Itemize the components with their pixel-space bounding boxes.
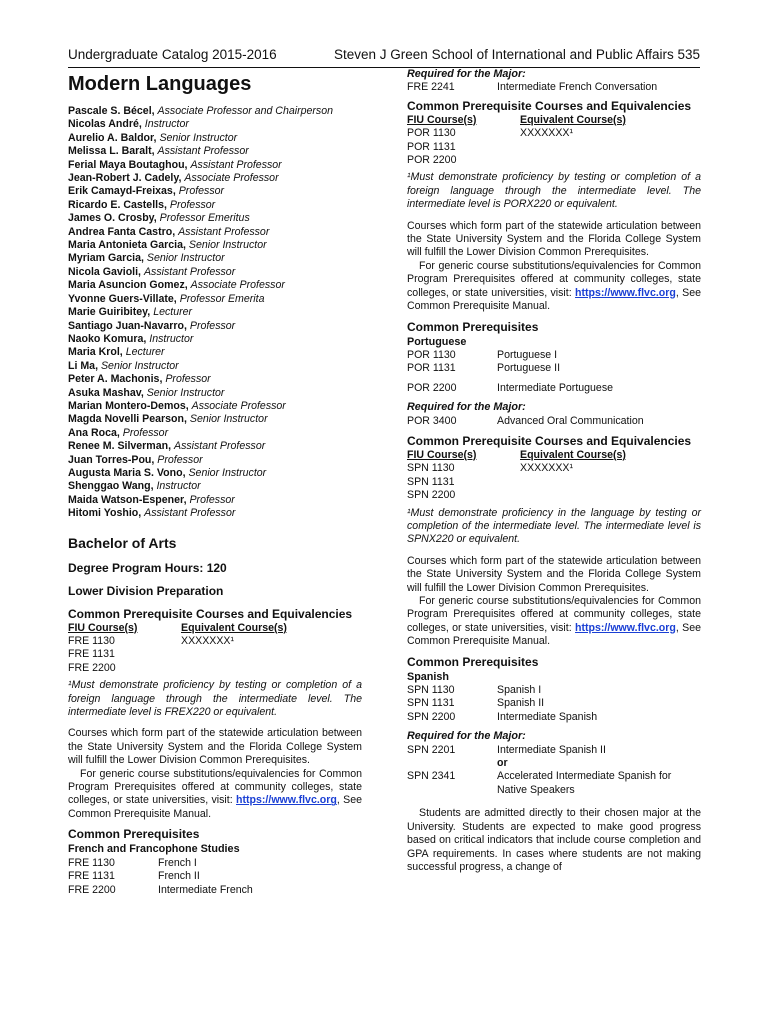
faculty-member [68, 252, 362, 265]
faculty-member [68, 467, 362, 480]
french-footnote: ¹Must demonstrate proficiency by testing or completion of a foreign language through the intermediate level. The intermediate level is FREX220 or equivalent. [68, 679, 362, 719]
course-code: SPN 1130 [407, 684, 455, 697]
course-code: FRE 2200 [68, 661, 116, 674]
course-code: SPN 2341 [407, 770, 456, 783]
faculty-title: Lecturer [153, 306, 193, 319]
faculty-name: Maria Krol, [68, 346, 123, 359]
faculty-name: Ricardo E. Castells, [68, 198, 167, 211]
faculty-name: Maria Asuncion Gomez, [68, 279, 188, 292]
faculty-name: Andrea Fanta Castro, [68, 225, 176, 238]
course-name: Spanish II [497, 697, 545, 710]
faculty-title: Instructor [149, 332, 194, 345]
articulation-text: Courses which form part of the statewide articulation between the State University System and the Florida College System will fulfill the Lower Division Common Prerequisites. [68, 727, 362, 767]
cpc-heading-spanish: Common Prerequisite Courses and Equivalencies [407, 433, 692, 448]
french-prereq-table [68, 857, 362, 897]
flvc-link[interactable]: https://www.flvc.org [575, 286, 676, 299]
course-code: FRE 2200 [68, 883, 116, 896]
faculty-name: Ferial Maya Boutaghou, [68, 158, 188, 171]
faculty-member [68, 185, 362, 198]
faculty-title: Senior Instructor [159, 131, 238, 144]
faculty-member [68, 118, 362, 131]
degree-heading: Bachelor of Arts [68, 534, 177, 551]
course-name: Spanish I [497, 684, 542, 697]
faculty-title: Assistant Professor [190, 158, 282, 171]
course-name: Intermediate French [158, 883, 253, 896]
course-name: Intermediate Spanish [497, 710, 598, 723]
faculty-member [68, 279, 362, 292]
faculty-title: Professor [178, 185, 225, 198]
course-code: SPN 1130 [407, 462, 455, 475]
required-label: Required for the Major: [407, 401, 526, 414]
faculty-member [68, 105, 362, 118]
faculty-title: Senior Instructor [188, 466, 267, 479]
faculty-member [68, 440, 362, 453]
course-name: Portuguese II [497, 362, 561, 375]
col-header-equiv: Equivalent Course(s) [181, 621, 287, 634]
faculty-name: Hitomi Yoshio, [68, 507, 142, 520]
faculty-title: Professor [189, 493, 235, 506]
faculty-title: Lecturer [125, 346, 165, 359]
faculty-name: Marie Guiribitey, [68, 306, 151, 319]
faculty-member [68, 400, 362, 413]
course-code: POR 1131 [407, 362, 456, 375]
page-title: Modern Languages [68, 73, 252, 95]
faculty-member [68, 346, 362, 359]
spanish-prereq-table [407, 684, 701, 724]
course-code: POR 1130 [407, 127, 456, 140]
course-code: FRE 1130 [68, 635, 115, 647]
faculty-name: Shenggao Wang, [68, 480, 154, 493]
faculty-name: Erik Camayd-Freixas, [68, 185, 176, 198]
generic-substitution-text: For generic course substitutions/equivalencies for Common Program Prerequisites offered at community colleges, state colleges, or state universities, visit: https://www.flvc.org, See Common Prerequisite Manual. [407, 259, 701, 313]
course-code: POR 2200 [407, 381, 457, 394]
faculty-name: Maria Antonieta Garcia, [68, 239, 186, 252]
faculty-name: Melissa L. Baralt, [68, 145, 155, 158]
portuguese-footnote: ¹Must demonstrate proficiency by testing or completion of a foreign language through the intermediate level. The intermediate level is PORX220 or equivalent. [407, 171, 701, 211]
faculty-name: Nicola Gavioli, [68, 265, 142, 278]
faculty-name: Peter A. Machonis, [68, 373, 163, 386]
col-header-equiv: Equivalent Course(s) [520, 113, 626, 126]
faculty-name: Yvonne Guers-Villate, [68, 292, 177, 305]
faculty-name: Ana Roca, [68, 426, 120, 439]
faculty-name: James O. Crosby, [68, 212, 157, 225]
course-code: SPN 2201 [407, 743, 456, 756]
common-prereq-heading: Common Prerequisites [407, 654, 539, 669]
faculty-title: Assistant Professor [143, 265, 236, 278]
faculty-member [68, 306, 362, 319]
faculty-member [68, 413, 362, 426]
articulation-text: Courses which form part of the statewide articulation between the State University System and the Florida College System will fulfill the Lower Division Common Prerequisites. [407, 554, 701, 594]
faculty-name: Asuka Mashav, [68, 386, 144, 399]
course-code: SPN 2200 [407, 489, 456, 502]
course-name: French I [158, 856, 197, 869]
course-code: FRE 2241 [407, 81, 455, 94]
course-name: Intermediate French Conversation [497, 81, 658, 94]
articulation-text: Courses which form part of the statewide articulation between the State University System and the Florida College System will fulfill the Lower Division Common Prerequisites. [407, 219, 701, 259]
course-code: FRE 1131 [68, 870, 115, 883]
faculty-name: Naoko Komura, [68, 332, 147, 345]
course-code: POR 3400 [407, 414, 457, 427]
course-name: Intermediate Portuguese [497, 381, 614, 394]
faculty-title: Professor [169, 198, 216, 211]
course-name: Intermediate Spanish II [497, 743, 606, 756]
faculty-member [68, 159, 362, 172]
faculty-member [68, 212, 362, 225]
faculty-title: Instructor [156, 480, 201, 493]
faculty-title: Associate Professor [190, 279, 285, 292]
faculty-member [68, 320, 362, 333]
faculty-name: Marian Montero-Demos, [68, 399, 189, 412]
faculty-title: Assistant Professor [178, 225, 270, 238]
faculty-member [68, 427, 362, 440]
course-code: POR 2200 [407, 154, 457, 167]
faculty-name: Augusta Maria S. Vono, [68, 466, 186, 479]
cpc-heading-portuguese: Common Prerequisite Courses and Equivalencies [407, 98, 692, 113]
faculty-name: Maida Watson-Espener, [68, 493, 187, 506]
faculty-name: Jean-Robert J. Cadely, [68, 172, 182, 185]
faculty-title: Senior Instructor [146, 252, 225, 265]
faculty-title: Assistant Professor [144, 507, 236, 520]
course-code: FRE 1131 [68, 648, 115, 661]
spanish-footnote: ¹Must demonstrate proficiency in the language by testing or completion of the intermediate level. The intermediate level is SPNX220 or equivalent. [407, 506, 701, 546]
spanish-subheading: Spanish [407, 670, 449, 683]
course-code: POR 1130 [407, 348, 456, 361]
admission-paragraph: Students are admitted directly to their chosen major at the University. Students are expected to make good progress based on critical indicators that include course completion and GPA requirements. In cases where students are not making successful progress, a change of [407, 807, 701, 873]
faculty-name: Aurelio A. Baldor, [68, 131, 157, 144]
faculty-name: Myriam Garcia, [68, 252, 144, 265]
faculty-member [68, 293, 362, 306]
generic-substitution-text: For generic course substitutions/equivalencies for Common Program Prerequisites offered at community colleges, state colleges, or state universities, visit: https://www.flvc.org, See Common Prerequisite Manual. [68, 767, 362, 820]
page-header [68, 47, 700, 68]
faculty-title: Senior Instructor [189, 413, 268, 426]
faculty-member [68, 373, 362, 386]
faculty-name: Renee M. Silverman, [68, 440, 172, 453]
faculty-title: Professor [165, 373, 211, 386]
school-page-number: Steven J Green School of International and Public Affairs 535 [334, 47, 700, 62]
col-header-fiu: FIU Course(s) [407, 448, 477, 461]
portuguese-equivalency-table [407, 114, 701, 168]
french-subheading: French and Francophone Studies [68, 843, 240, 856]
faculty-member [68, 226, 362, 239]
faculty-list [68, 105, 362, 521]
faculty-title: Associate Professor [184, 172, 279, 185]
course-code: SPN 1131 [407, 475, 455, 488]
flvc-link[interactable]: https://www.flvc.org [236, 794, 337, 807]
faculty-title: Senior Instructor [100, 359, 179, 372]
faculty-member [68, 360, 362, 373]
faculty-name: Nicolas André, [68, 118, 142, 131]
course-name: Accelerated Intermediate Spanish for Native Speakers [497, 770, 672, 796]
lower-division-heading: Lower Division Preparation [68, 583, 224, 598]
faculty-title: Associate Professor [191, 399, 286, 412]
faculty-member [68, 454, 362, 467]
faculty-title: Professor [122, 426, 169, 439]
course-code: SPN 2200 [407, 710, 456, 723]
faculty-title: Senior Instructor [146, 386, 225, 399]
col-header-equiv: Equivalent Course(s) [520, 448, 626, 461]
faculty-member [68, 266, 362, 279]
faculty-member [68, 132, 362, 145]
faculty-title: Professor [189, 319, 236, 332]
common-prereq-heading: Common Prerequisites [68, 827, 200, 842]
faculty-member [68, 494, 362, 507]
course-name: Advanced Oral Communication [497, 414, 644, 427]
col-header-fiu: FIU Course(s) [68, 621, 138, 634]
faculty-name: Pascale S. Bécel, [68, 105, 155, 117]
spanish-equivalency-table [407, 449, 701, 503]
course-code: POR 1131 [407, 140, 456, 153]
faculty-title: Assistant Professor [157, 145, 249, 158]
program-hours: Degree Program Hours: 120 [68, 560, 227, 575]
faculty-title: Assistant Professor [174, 440, 266, 453]
faculty-member [68, 507, 362, 520]
faculty-title: Professor Emerita [179, 292, 265, 305]
faculty-title: Associate Professor and Chairperson [157, 105, 334, 117]
faculty-member [68, 145, 362, 158]
faculty-title: Professor Emeritus [159, 212, 250, 225]
course-name: French II [158, 870, 200, 883]
equiv-code: XXXXXXX¹ [520, 462, 573, 475]
equiv-code: XXXXXXX¹ [181, 635, 234, 647]
course-name: Portuguese I [497, 348, 558, 361]
required-label: Required for the Major: [407, 68, 526, 80]
portuguese-prereq-table [407, 349, 701, 395]
cpc-heading-french: Common Prerequisite Courses and Equivalencies [68, 606, 353, 621]
right-column [407, 68, 701, 874]
portuguese-subheading: Portuguese [407, 335, 467, 348]
faculty-title: Senior Instructor [188, 239, 267, 252]
generic-substitution-text: For generic course substitutions/equivalencies for Common Program Prerequisites offered at community colleges, state colleges, or state universities, visit: https://www.flvc.org, See Common Prerequisite Manual. [407, 595, 701, 648]
col-header-fiu: FIU Course(s) [407, 113, 477, 126]
faculty-member [68, 333, 362, 346]
or-separator: or [497, 757, 508, 770]
flvc-link[interactable]: https://www.flvc.org [575, 621, 676, 634]
faculty-name: Juan Torres-Pou, [68, 453, 155, 466]
faculty-member [68, 387, 362, 400]
faculty-member [68, 199, 362, 212]
faculty-member [68, 239, 362, 252]
faculty-member [68, 480, 362, 493]
faculty-title: Instructor [144, 118, 189, 131]
faculty-member [68, 172, 362, 185]
required-label: Required for the Major: [407, 730, 526, 743]
left-column [68, 68, 362, 897]
common-prereq-heading: Common Prerequisites [407, 319, 539, 334]
equiv-code: XXXXXXX¹ [520, 127, 573, 140]
faculty-name: Magda Novelli Pearson, [68, 413, 187, 426]
faculty-name: Santiago Juan-Navarro, [68, 319, 187, 332]
faculty-name: Li Ma, [68, 359, 99, 372]
catalog-title: Undergraduate Catalog 2015-2016 [68, 47, 277, 62]
course-code: SPN 1131 [407, 697, 455, 710]
french-equivalency-table [68, 622, 362, 676]
faculty-title: Professor [157, 453, 203, 466]
course-code: FRE 1130 [68, 856, 115, 869]
